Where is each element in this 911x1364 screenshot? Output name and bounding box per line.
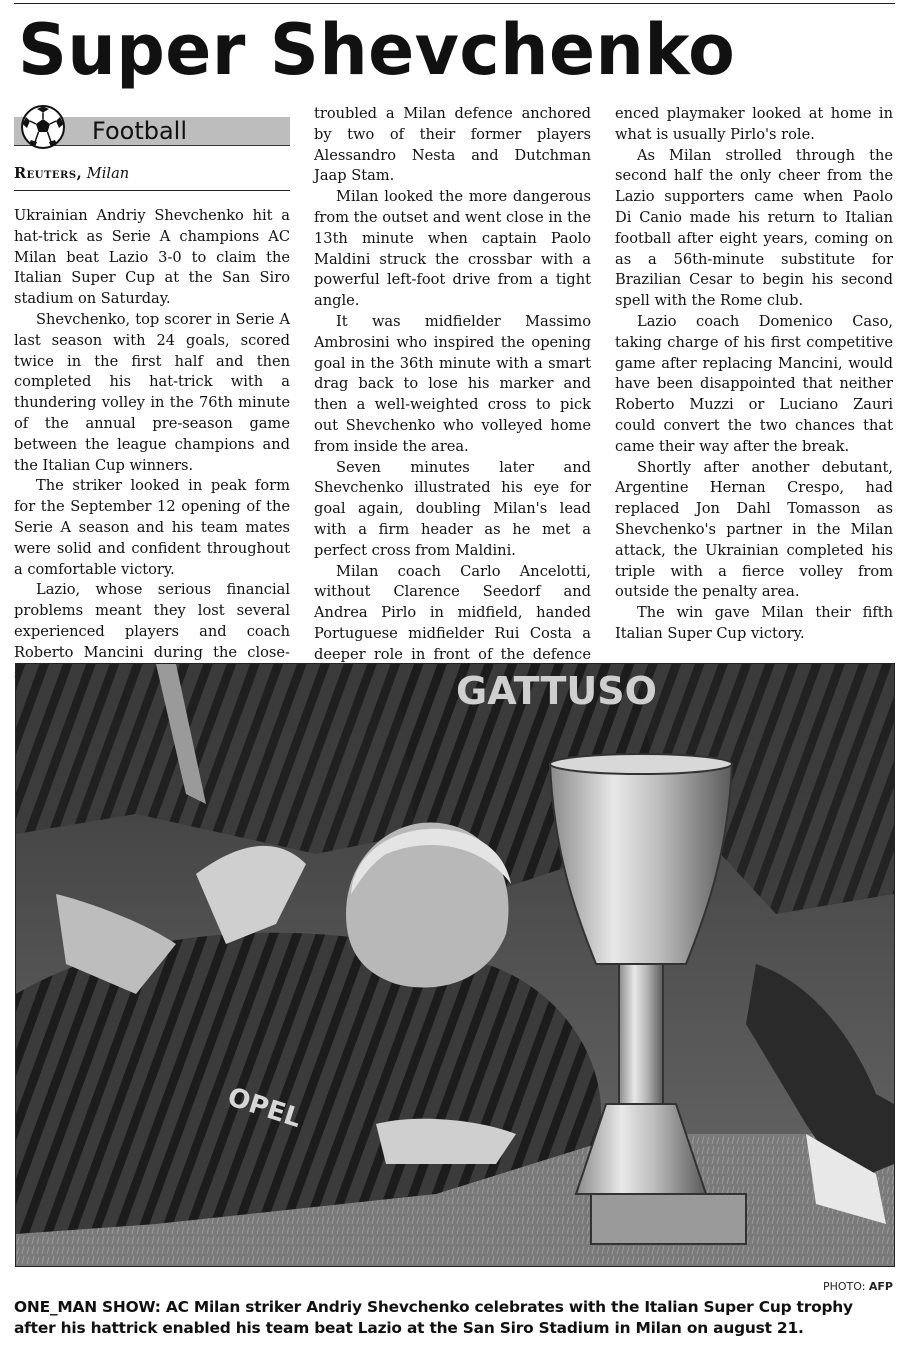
paragraph: troubled a Milan defence anchored by two of their former players Alessandro Nesta and Dutchman Jaap Stam. (314, 105, 591, 185)
paragraph: Seven minutes later and Shevchenko illustrated his eye for goal again, doubling Milan's lead with a firm header as he met a perfect cross from Maldini. (314, 458, 591, 559)
byline-place: Milan (86, 165, 130, 182)
paragraph: Lazio coach Domenico Caso, taking charge of his first competitive game after replacing Mancini, would have been disappointed that neither Roberto Muzzi or Luciano Zauri could convert the two chances that came their way after the break. (615, 312, 893, 455)
column-1 (14, 104, 290, 684)
paragraph: Ukrainian Andriy Shevchenko hit a hat-trick as Serie A champions AC Milan beat Lazio 3-0 to claim the Italian Super Cup at the San Siro stadium on Saturday. (14, 207, 290, 308)
photo-credit (823, 1280, 893, 1294)
paragraph: Milan coach Carlo Ancelotti, without Clarence Seedorf and Andrea Pirlo in midfield, handed Portuguese midfielder Rui Costa a deeper role in front of the defence (314, 562, 591, 663)
paragraph: enced playmaker looked at home in what is usually Pirlo's role. (615, 105, 893, 143)
byline-agency: Reuters, (14, 165, 83, 182)
paragraph: Shortly after another debutant, Argentine Hernan Crespo, had replaced Jon Dahl Tomasson as Shevchenko's partner in the Milan attack, the Ukrainian completed his triple with a fierce volley from outside the penalty area. (615, 458, 893, 601)
football-icon (20, 104, 66, 150)
paragraph: Milan looked the more dangerous from the outset and went close in the 13th minute when captain Paolo Maldini struck the crossbar with a powerful left-foot drive from a tight angle. (314, 188, 591, 310)
jersey-name-text: GATTUSO (456, 669, 657, 713)
paragraph: It was midfielder Massimo Ambrosini who inspired the opening goal in the 36th minute with a smart drag back to lose his marker and then a well-weighted cross to pick out Shevchenko who volleyed home from inside the area. (314, 312, 591, 455)
section-tag (14, 104, 290, 144)
paragraph: The striker looked in peak form for the September 12 opening of the Serie A season and his team mates were solid and confident throughout a comfortable victory. (14, 477, 290, 578)
photo-credit-label: PHOTO: (822, 1280, 866, 1293)
paragraph: Lazio, whose serious financial problems meant they lost several experienced players and coach Roberto Mancini during the close- (14, 581, 290, 661)
column-2 (314, 104, 591, 686)
paragraph: Shevchenko, top scorer in Serie A last season with 24 goals, scored twice in the first half and then completed his hat-trick with a thundering volley in the 76th minute of the annual pre-season game between the league champions and the Italian Cup winners. (14, 310, 290, 474)
column-1-body (14, 206, 290, 684)
headline: Super Shevchenko (18, 9, 736, 91)
photo-illustration (16, 664, 894, 1266)
photo-caption: ONE_MAN SHOW: AC Milan striker Andriy Shevchenko celebrates with the Italian Super Cup trophy after his hattrick enabled his team beat Lazio at the San Siro Stadium in Milan on august 21. (14, 1298, 853, 1337)
paragraph: The win gave Milan their fifth Italian Super Cup victory. (615, 604, 893, 642)
sponsor-text: OPEL (223, 1082, 305, 1134)
photo-credit-source: AFP (868, 1280, 893, 1293)
section-label: Football (92, 117, 188, 145)
column-3 (615, 104, 893, 645)
photo (15, 663, 895, 1267)
paragraph: As Milan strolled through the second half the only cheer from the Lazio supporters came when Paolo Di Canio made his return to Italian football after eight years, coming on as a 56th-minute substitute for Brazilian Cesar to begin his second spell with the Rome club. (615, 146, 893, 310)
byline (14, 164, 290, 191)
